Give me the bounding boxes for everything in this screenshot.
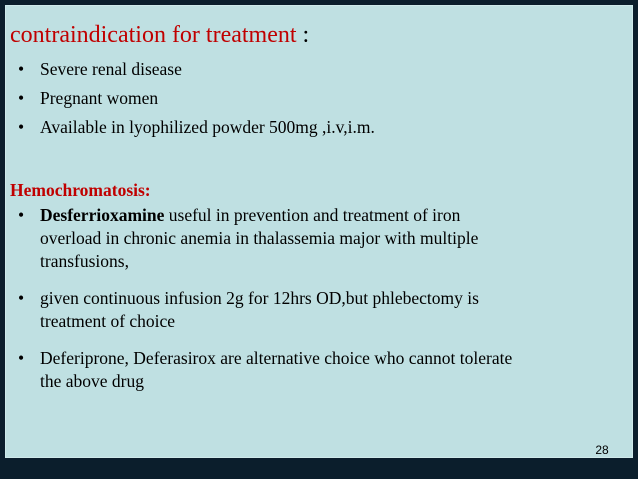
bullet-icon: • [18,288,25,308]
list-item [18,87,158,110]
list-item [18,287,479,333]
bullet-icon: • [18,205,25,225]
list-item [18,58,182,81]
page-number: 28 [595,443,609,457]
slide [5,5,633,458]
text-segment: Deferiprone, Deferasirox are alternative choice who cannot tolerate [40,348,513,368]
drug-name: Desferrioxamine [40,205,165,225]
list-item-text: Pregnant women [40,88,159,108]
list-item-text [40,287,479,333]
list-item-text: Available in lyophilized powder 500mg ,i.v,i.m. [40,117,375,137]
slide-title [10,21,309,49]
bullet-icon: • [18,117,25,137]
list-item-text [40,347,512,393]
section-heading: Hemochromatosis: [10,180,151,200]
list-item-text [40,204,478,273]
list-item [18,347,512,393]
list-item [18,204,478,273]
bullet-icon: • [18,59,25,79]
list-item-text: Severe renal disease [40,59,182,79]
title-text: contraindication for treatment [10,22,297,48]
title-colon: : [296,22,310,48]
text-segment: useful in prevention and treatment of iron [164,205,461,225]
text-segment: the above drug [40,371,144,391]
list-item [18,116,375,139]
bullet-icon: • [18,88,25,108]
text-segment: given continuous infusion 2g for 12hrs OD,but phlebectomy is [40,288,479,308]
text-segment: overload in chronic anemia in thalassemia major with multiple [40,228,479,248]
bullet-icon: • [18,348,25,368]
text-segment: transfusions, [40,251,129,271]
text-segment: treatment of choice [40,311,176,331]
